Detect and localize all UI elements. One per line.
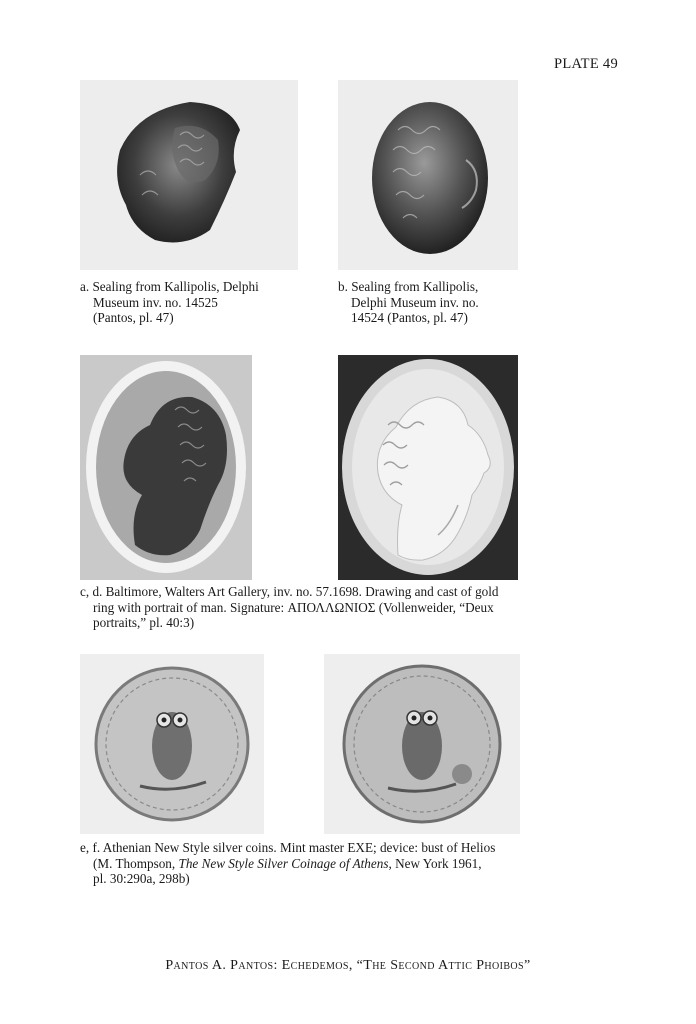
figure-d-cast-image bbox=[338, 355, 518, 580]
page-footer: Pantos A. Pantos: Echedemos, “The Second Attic Phoibos” bbox=[165, 958, 531, 973]
figure-c-drawing-image bbox=[80, 355, 252, 580]
caption-line: a. Sealing from Kallipolis, Delphi bbox=[80, 279, 259, 294]
caption-line: 14524 (Pantos, pl. 47) bbox=[351, 310, 468, 325]
figure-f-coin-image bbox=[324, 654, 520, 834]
coin-e-icon bbox=[80, 654, 264, 834]
caption-text: (M. Thompson, bbox=[93, 855, 179, 871]
caption-line: portraits,” pl. 40:3) bbox=[93, 615, 195, 630]
book-title: The New Style Silver Coinage of Athens bbox=[178, 855, 389, 871]
caption-line: c, d. Baltimore, Walters Art Gallery, inv. no. 57.1698. Drawing and cast of gold bbox=[80, 584, 499, 599]
figure-e-coin-image bbox=[80, 654, 264, 834]
figure-a-sealing-image bbox=[80, 80, 298, 270]
figure-cd-caption bbox=[80, 584, 540, 631]
ring-drawing-icon bbox=[80, 355, 252, 580]
caption-line: Delphi Museum inv. no. bbox=[351, 294, 479, 310]
figure-ef-caption bbox=[80, 840, 540, 887]
sealing-b-icon bbox=[338, 80, 518, 270]
ring-cast-icon bbox=[338, 355, 518, 580]
sealing-a-icon bbox=[80, 80, 298, 270]
caption-line: pl. 30:290a, 298b) bbox=[93, 871, 190, 886]
caption-line: e, f. Athenian New Style silver coins. Mint master EXE; device: bust of Helios bbox=[80, 840, 496, 855]
figure-a-caption bbox=[80, 279, 310, 326]
figure-b-caption bbox=[338, 279, 538, 326]
caption-text: , New York 1961, bbox=[388, 855, 482, 871]
caption-line: b. Sealing from Kallipolis, bbox=[338, 279, 479, 294]
figure-b-sealing-image bbox=[338, 80, 518, 270]
caption-line: (Pantos, pl. 47) bbox=[93, 310, 174, 325]
coin-f-icon bbox=[324, 654, 520, 834]
plate-number: PLATE 49 bbox=[554, 56, 619, 72]
caption-line: ring with portrait of man. Signature: ΑΠΟΛΛΩΝΙΟΣ (Vollenweider, “Deux bbox=[93, 599, 494, 615]
caption-line: Museum inv. no. 14525 bbox=[93, 294, 218, 310]
caption-line bbox=[80, 856, 540, 872]
